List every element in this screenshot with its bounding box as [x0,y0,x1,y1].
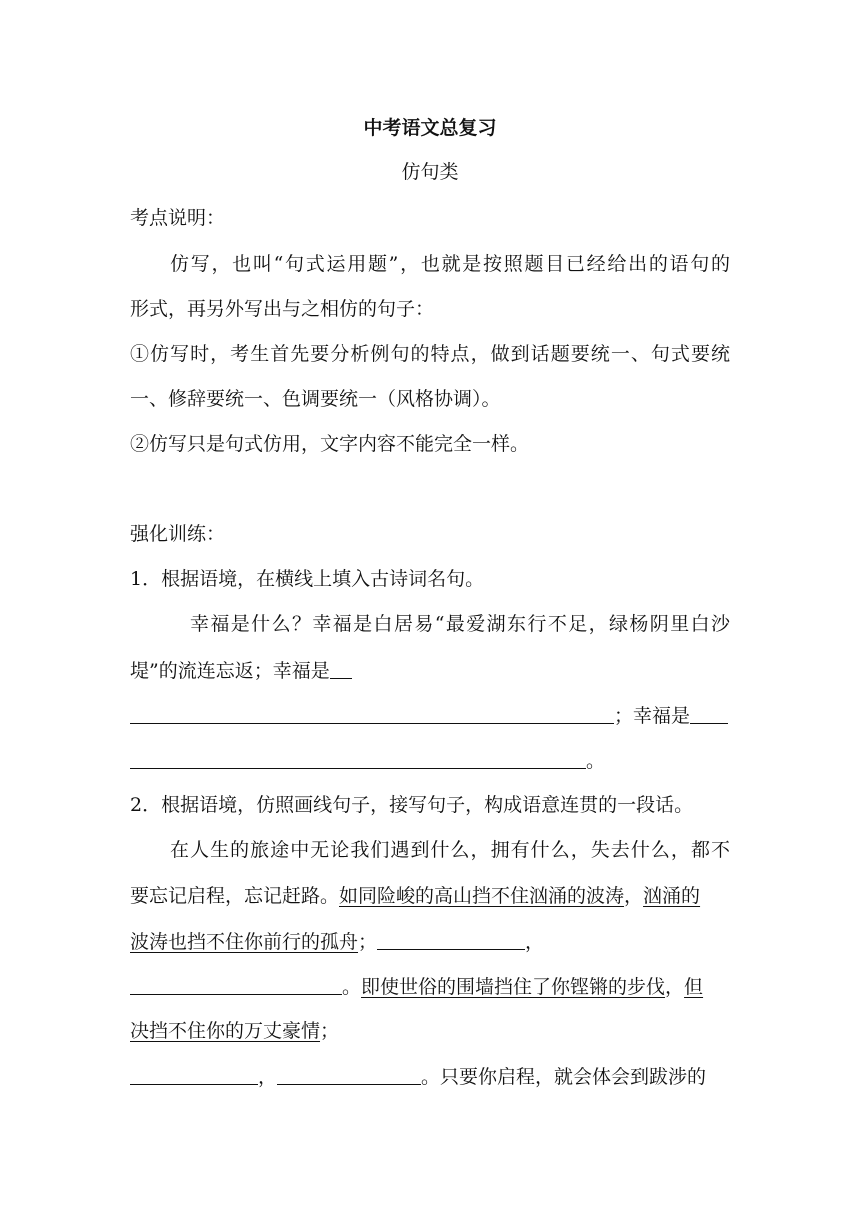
text-segment: ； [358,931,378,953]
question-1-line-4 [130,748,730,773]
text-segment: 。 [342,976,362,998]
answer-blank[interactable] [690,703,728,724]
question-1-stem: 1．根据语境，在横线上填入古诗词名句。 [130,568,485,590]
answer-blank[interactable] [330,658,352,679]
paragraph-line: 在人生的旅途中无论我们遇到什么，拥有什么，失去什么，都不 [170,839,730,861]
question-2-line-2 [130,884,730,908]
question-2-line-5 [130,1019,730,1043]
text-segment: ；幸福是 [614,705,691,727]
answer-blank[interactable] [130,1064,258,1085]
paragraph-line: 形式，再另外写出与之相仿的句子： [130,298,435,320]
section-heading-qianghua: 强化训练： [130,523,226,545]
underlined-sentence: 即使世俗的围墙挡住了你铿锵的步伐 [361,976,666,998]
document-subtitle: 仿句类 [401,161,459,183]
question-2-line-3 [130,929,730,954]
paragraph-line: 幸福是什么？幸福是白居易“最爱湖东行不足，绿杨阴里白沙 [190,613,730,635]
paragraph-line: 仿写，也叫“句式运用题”，也就是按照题目已经给出的语句的 [170,253,730,275]
question-2-stem: 2．根据语境，仿照画线句子，接写句子，构成语意连贯的一段话。 [130,794,694,816]
answer-blank[interactable] [130,748,586,769]
text-segment: ， [258,1066,278,1088]
underlined-sentence: 但 [684,976,704,998]
text-segment: ， [624,885,644,907]
text-segment: ， [525,931,545,953]
section-heading-kaodian: 考点说明： [130,207,226,229]
question-2-line-6 [130,1064,730,1089]
text-segment: ， [665,976,685,998]
underlined-sentence: 汹涌的 [643,885,701,907]
paragraph-line: 一、修辞要统一、色调要统一（风格协调）。 [130,388,501,410]
answer-blank[interactable] [277,1064,421,1085]
answer-blank[interactable] [130,974,342,995]
question-1-line-2 [130,658,730,683]
paragraph-line: ②仿写只是句式仿用，文字内容不能完全一样。 [130,433,530,455]
document-title: 中考语文总复习 [363,117,497,139]
answer-blank[interactable] [377,929,525,950]
question-1-line-3 [130,703,730,728]
underlined-sentence: 如同险峻的高山挡不住汹涌的波涛 [339,885,625,907]
underlined-sentence: 决挡不住你的万丈豪情 [130,1020,321,1042]
text-segment: 堤”的流连忘返；幸福是 [130,660,330,682]
paragraph-line: ①仿写时，考生首先要分析例句的特点，做到话题要统一、句式要统 [130,343,730,365]
text-segment: 。只要你启程，就会体会到跋涉的 [421,1066,707,1088]
underlined-sentence: 波涛也挡不住你前行的孤舟 [130,931,359,953]
text-segment: 要忘记启程，忘记赶路。 [130,885,340,907]
answer-blank[interactable] [130,703,614,724]
text-segment: 。 [586,750,606,772]
question-2-line-4 [130,974,730,999]
text-segment: ； [320,1020,340,1042]
